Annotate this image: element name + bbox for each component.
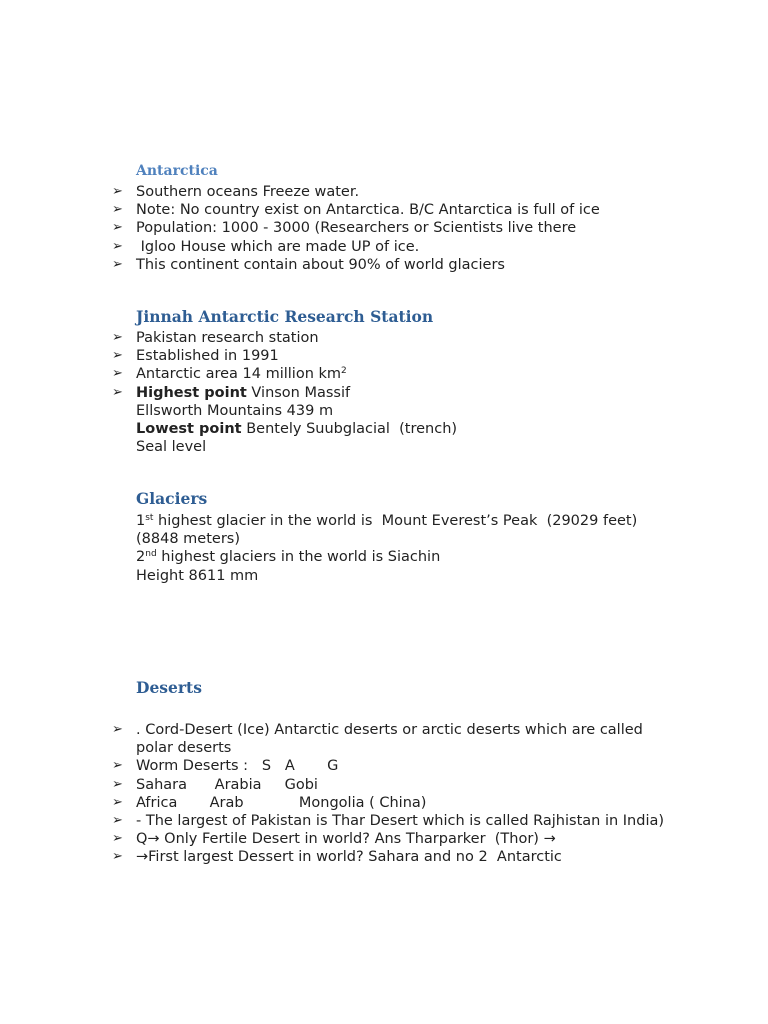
highest-point-label: Highest point	[136, 384, 247, 401]
glacier-rank-number: 1	[136, 513, 146, 529]
arrowhead-bullet-icon: ➢	[112, 184, 123, 199]
list-item-text: →First largest Dessert in world? Sahara and no 2 Antarctic	[136, 849, 562, 866]
area-text: Antarctic area 14 million km	[136, 366, 342, 383]
jinnah-list	[0, 329, 768, 456]
highest-point-value: Vinson Massif	[246, 384, 351, 401]
list-item-continuation	[0, 438, 768, 456]
glacier-rank-number: 2	[136, 549, 146, 566]
glacier-rank-superscript: nd	[145, 549, 157, 560]
list-item-text: Worm Deserts : S A G	[136, 758, 339, 775]
list-item	[0, 848, 768, 866]
list-item-text: Sahara Arabia Gobi	[136, 776, 318, 793]
list-item-text: Pakistan research station	[136, 330, 319, 346]
glacier-line-3	[0, 548, 768, 566]
arrowhead-bullet-icon: ➢	[112, 849, 123, 865]
lowest-point-continuation: Seal level	[136, 439, 207, 456]
list-item-text: Q→ Only Fertile Desert in world? Ans Tharparker (Thor) →	[136, 831, 556, 848]
list-item-text: Southern oceans Freeze water.	[136, 184, 360, 200]
heading-glaciers: Glaciers	[136, 489, 208, 508]
glacier-line-1	[0, 512, 768, 530]
list-item-text: Africa Arab Mongolia ( China)	[136, 794, 427, 811]
list-item	[0, 329, 768, 347]
list-item	[0, 812, 768, 830]
glacier-line-text: highest glaciers in the world is Siachin	[156, 549, 441, 566]
arrowhead-bullet-icon: ➢	[112, 202, 123, 218]
glacier-line-text: (8848 meters)	[136, 531, 240, 548]
deserts-list	[0, 721, 768, 867]
list-item	[0, 830, 768, 848]
glacier-line-4	[0, 567, 768, 585]
list-item-text: Igloo House which are made UP of ice.	[136, 238, 420, 255]
list-item-continuation	[0, 402, 768, 420]
list-item-continuation	[0, 420, 768, 438]
arrowhead-bullet-icon: ➢	[112, 220, 123, 236]
list-item	[0, 347, 768, 365]
lowest-point-label: Lowest point	[136, 421, 242, 438]
heading-deserts: Deserts	[136, 678, 202, 697]
arrowhead-bullet-icon: ➢	[112, 366, 123, 382]
list-item-text: . Cord-Desert (Ice) Antarctic deserts or arctic deserts which are called polar deserts	[136, 722, 643, 757]
glacier-rank-superscript: st	[145, 513, 154, 523]
arrowhead-bullet-icon: ➢	[112, 348, 123, 364]
lowest-point-value: Bentely Suubglacial (trench)	[241, 421, 458, 438]
list-item	[0, 238, 768, 256]
arrowhead-bullet-icon: ➢	[112, 238, 123, 254]
arrowhead-bullet-icon: ➢	[112, 813, 123, 829]
glacier-line-text: highest glacier in the world is Mount Everest’s Peak (29029 feet)	[153, 513, 638, 529]
heading-antarctica: Antarctica	[136, 163, 218, 179]
list-item	[0, 384, 768, 402]
arrowhead-bullet-icon: ➢	[112, 722, 123, 737]
highest-point-continuation: Ellsworth Mountains 439 m	[136, 402, 334, 419]
arrowhead-bullet-icon: ➢	[112, 384, 123, 400]
list-item	[0, 219, 768, 237]
arrowhead-bullet-icon: ➢	[112, 256, 123, 272]
list-item	[0, 757, 768, 775]
list-item-text: Note: No country exist on Antarctica. B/C Antarctica is full of ice	[136, 202, 600, 219]
list-item	[0, 794, 768, 812]
glacier-line-text: Height 8611 mm	[136, 567, 259, 584]
arrowhead-bullet-icon: ➢	[112, 831, 123, 847]
arrowhead-bullet-icon: ➢	[112, 330, 123, 345]
arrowhead-bullet-icon: ➢	[112, 776, 123, 792]
glaciers-paragraph	[0, 512, 768, 585]
list-item-text: Population: 1000 - 3000 (Researchers or Scientists live there	[136, 220, 577, 237]
antarctica-list	[0, 183, 768, 274]
area-superscript: 2	[341, 366, 347, 377]
list-item	[0, 183, 768, 201]
heading-jinnah-station: Jinnah Antarctic Research Station	[136, 307, 434, 326]
list-item	[0, 256, 768, 274]
list-item	[0, 365, 768, 383]
arrowhead-bullet-icon: ➢	[112, 758, 123, 774]
list-item	[0, 776, 768, 794]
list-item-text: This continent contain about 90% of world glaciers	[136, 256, 505, 273]
list-item-text: Established in 1991	[136, 348, 279, 365]
glacier-line-2	[0, 530, 768, 548]
arrowhead-bullet-icon: ➢	[112, 794, 123, 810]
list-item	[0, 721, 768, 757]
list-item	[0, 201, 768, 219]
list-item-text: - The largest of Pakistan is Thar Desert which is called Rajhistan in India)	[136, 813, 665, 830]
